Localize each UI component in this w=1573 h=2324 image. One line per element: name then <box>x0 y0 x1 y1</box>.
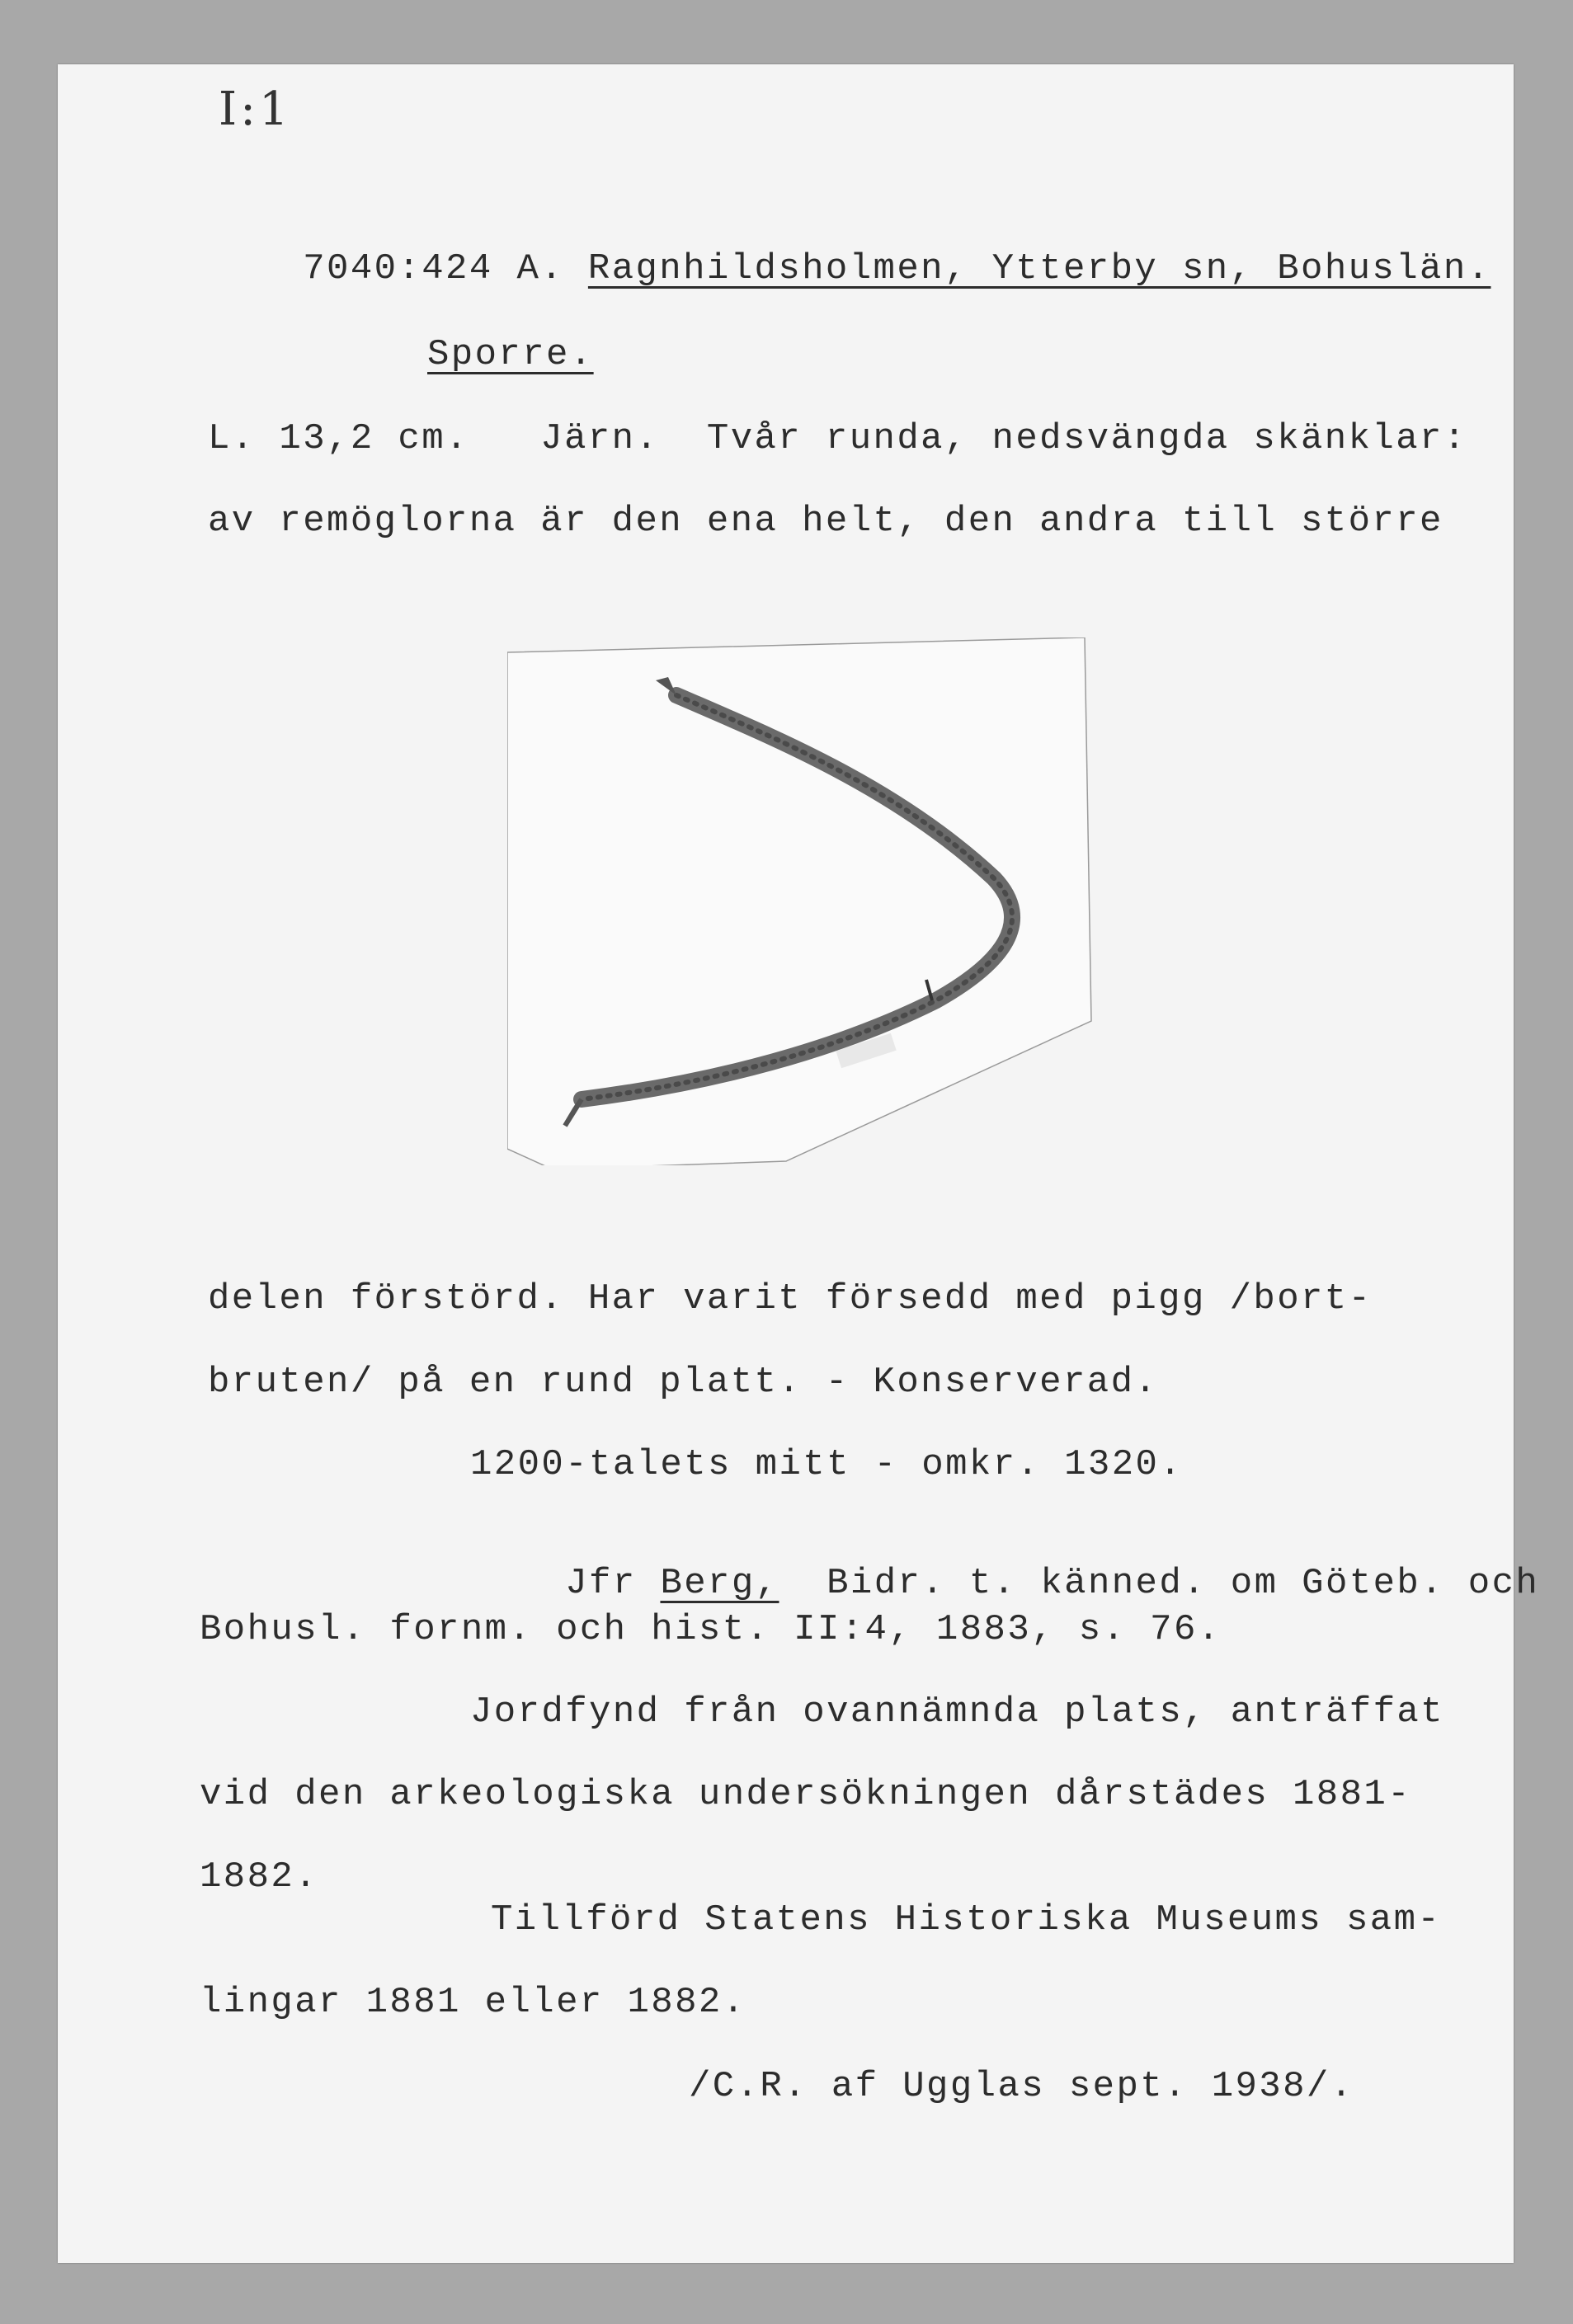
acquisition-line-2: lingar 1881 eller 1882. <box>200 1982 746 2023</box>
acquisition-line-1: Tillförd Statens Historiska Museums sam- <box>491 1899 1442 1941</box>
reference-prefix: Jfr <box>565 1563 637 1604</box>
catalog-number: 7040:424 A. <box>303 248 565 289</box>
signature: /C.R. af Ugglas sept. 1938/. <box>689 2066 1354 2107</box>
find-location: Ragnhildsholmen, Ytterby sn, Bohuslän. <box>587 248 1491 289</box>
description-line-4: bruten/ på en rund platt. - Konserverad. <box>208 1362 1159 1403</box>
spur-photo <box>507 637 1093 1165</box>
description-line-3: delen förstörd. Har varit försedd med pigg /bort- <box>208 1278 1373 1320</box>
description-line-2: av remöglorna är den ena helt, den andra till större <box>208 501 1443 542</box>
header-line <box>208 214 1491 323</box>
dating: 1200-talets mitt - omkr. 1320. <box>470 1444 1184 1485</box>
find-info-line-3: 1882. <box>200 1856 319 1898</box>
reference-author: Berg, <box>660 1563 779 1604</box>
find-info-line-2: vid den arkeologiska undersökningen dårstädes 1881- <box>200 1774 1412 1815</box>
reference-rest: Bidr. t. känned. om Göteb. och <box>827 1563 1540 1604</box>
object-name: Sporre. <box>427 334 594 375</box>
description-line-1: L. 13,2 cm. Järn. Tvår runda, nedsvängda skänklar: <box>208 418 1467 459</box>
spur-photo-image <box>507 637 1093 1165</box>
handwritten-mark: I:1 <box>219 82 292 136</box>
find-info-line-1: Jordfynd från ovannämnda plats, anträffat <box>470 1691 1444 1733</box>
reference-line-2: Bohusl. fornm. och hist. II:4, 1883, s. 76. <box>200 1609 1222 1650</box>
catalog-card <box>58 64 1540 2263</box>
